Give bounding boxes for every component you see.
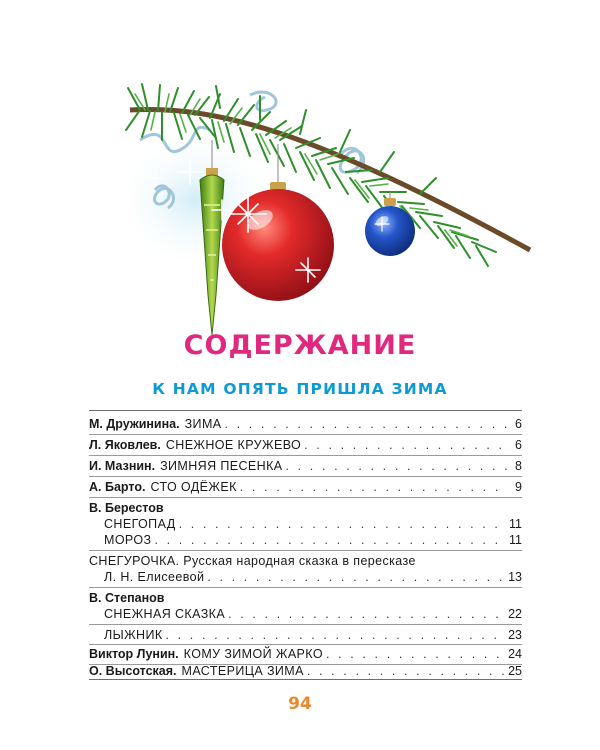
toc-divider — [89, 624, 522, 625]
toc-divider — [89, 455, 522, 456]
toc-work-title: МОРОЗ — [104, 533, 152, 547]
toc-entry[interactable] — [89, 458, 522, 474]
toc-entry[interactable] — [89, 532, 522, 548]
toc-work-title: ЛЫЖНИК — [104, 628, 163, 642]
toc-entry[interactable] — [89, 627, 522, 643]
toc-work-title: ЗИМА — [184, 417, 222, 431]
toc-author: И. Мазнин. — [89, 459, 156, 473]
toc-page-number: 24 — [508, 647, 522, 661]
toc-page-number: 9 — [515, 480, 522, 494]
toc-page-number: 23 — [508, 628, 522, 642]
toc-work-title: СТО ОДЁЖЕК — [150, 480, 237, 494]
toc-divider — [89, 476, 522, 477]
toc-entry[interactable] — [89, 437, 522, 453]
toc-entry[interactable] — [89, 606, 522, 622]
toc-author: В. Степанов — [89, 591, 165, 605]
toc-page-number: 8 — [515, 459, 522, 473]
toc-author: О. Высотская. — [89, 664, 177, 678]
toc-author: М. Дружинина. — [89, 417, 180, 431]
page-title: СОДЕРЖАНИЕ — [183, 330, 417, 361]
toc-bottom-rule — [89, 679, 522, 680]
toc-work-title: СНЕЖНАЯ СКАЗКА — [104, 607, 226, 621]
toc-author: А. Барто. — [89, 480, 146, 494]
toc-author: Виктор Лунин. — [89, 647, 179, 661]
toc-entry[interactable] — [89, 646, 522, 662]
toc-divider — [89, 497, 522, 498]
toc-page-number: 13 — [508, 570, 522, 584]
section-title: К НАМ ОПЯТЬ ПРИШЛА ЗИМА — [152, 380, 448, 398]
toc-divider — [89, 587, 522, 588]
toc-work-title: Л. Н. Елисеевой — [104, 570, 205, 584]
toc-entry[interactable] — [89, 553, 522, 569]
toc-page-number: 11 — [509, 533, 522, 547]
toc-divider — [89, 644, 522, 645]
toc-page-number: 11 — [509, 517, 522, 531]
table-of-contents — [89, 0, 522, 750]
toc-leader-dots — [304, 437, 507, 453]
toc-page-number: 25 — [508, 664, 522, 678]
toc-leader-dots — [228, 606, 505, 622]
toc-work-title: СНЕЖНОЕ КРУЖЕВО — [165, 438, 302, 452]
toc-entry-continued[interactable] — [89, 569, 522, 585]
toc-work-title: МАСТЕРИЦА ЗИМА — [181, 664, 304, 678]
toc-leader-dots — [179, 516, 506, 532]
toc-leader-dots — [286, 458, 507, 474]
toc-work-title: СНЕГУРОЧКА. Русская народная сказка в пересказе — [89, 554, 416, 568]
toc-work-title: КОМУ ЗИМОЙ ЖАРКО — [183, 647, 323, 661]
toc-divider — [89, 550, 522, 551]
toc-leader-dots — [307, 663, 505, 679]
toc-page-number: 6 — [515, 438, 522, 452]
toc-author-heading — [89, 590, 522, 606]
toc-page-number: 6 — [515, 417, 522, 431]
toc-author-heading — [89, 500, 522, 516]
toc-leader-dots — [166, 627, 506, 643]
toc-entry[interactable] — [89, 516, 522, 532]
toc-leader-dots — [240, 479, 507, 495]
page-number: 94 — [288, 694, 312, 714]
toc-work-title: ЗИМНЯЯ ПЕСЕНКА — [160, 459, 283, 473]
toc-work-title: СНЕГОПАД — [104, 517, 176, 531]
toc-entry[interactable] — [89, 416, 522, 432]
toc-page-number: 22 — [508, 607, 522, 621]
toc-entry[interactable] — [89, 479, 522, 495]
toc-author: Л. Яковлев. — [89, 438, 161, 452]
toc-leader-dots — [154, 532, 506, 548]
toc-author: В. Берестов — [89, 501, 164, 515]
toc-divider — [89, 434, 522, 435]
toc-leader-dots — [207, 569, 505, 585]
toc-entry[interactable] — [89, 663, 522, 679]
toc-leader-dots — [326, 646, 505, 662]
toc-leader-dots — [225, 416, 508, 432]
